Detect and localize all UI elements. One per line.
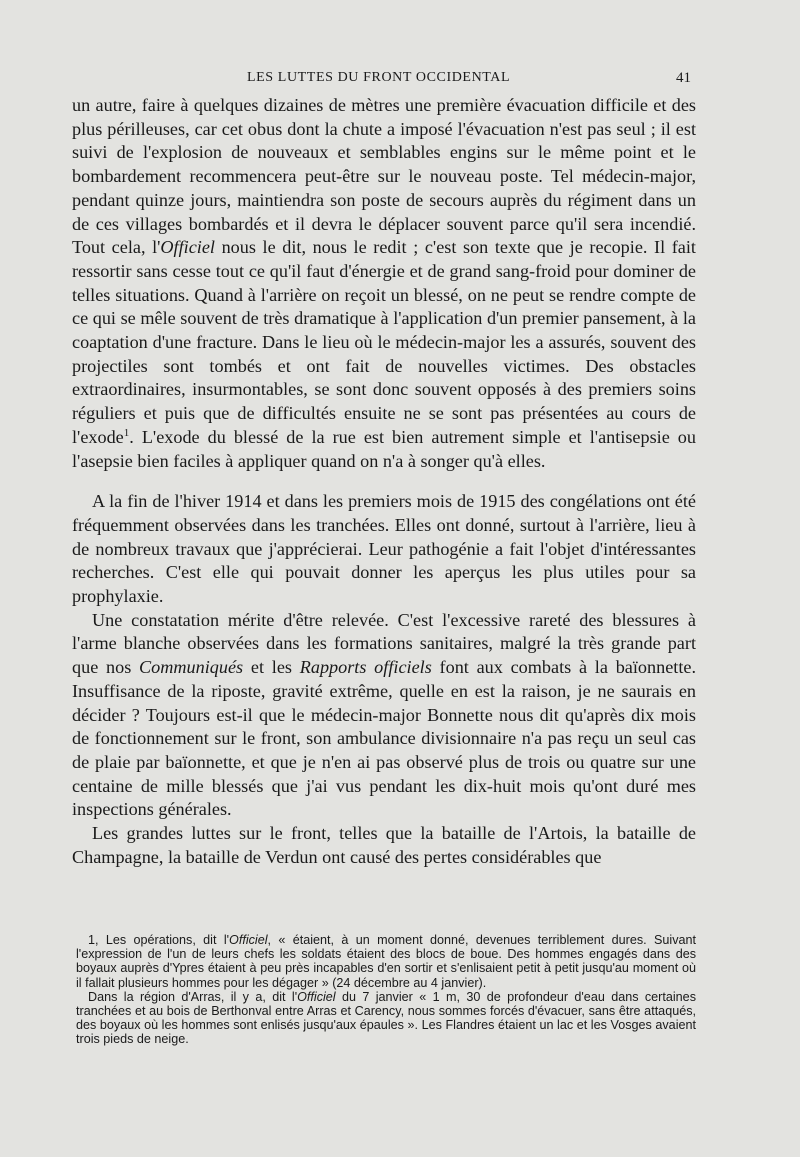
footnote-1-continued: Dans la région d'Arras, il y a, dit l'Officiel du 7 janvier « 1 m, 30 de profondeur d'eau dans certaines tranchées et au bois de Berthonval entre Arras et Carency, nous sommes forcés d'évacuer, sans être attaqués, des boyaux où les hommes sont enlisés jusqu'aux épaules ». Les Flandres étaient un lac et les Vosges avaient trois pieds de neige. [76, 989, 696, 1047]
running-title: LES LUTTES DU FRONT OCCIDENTAL [247, 70, 511, 85]
paragraph-3: Une constatation mérite d'être relevée. C'est l'excessive rareté des blessures à l'arme blanche observées dans les formations sanitaires, malgré la très grande part que nos Communiqués et les Rapports officiels font aux combats à la baïonnette. Insuffisance de la riposte, gravité extrême, quelle en est la raison, je ne saurais en décider ? Toujours est-il que le médecin-major Bonnette nous dit qu'après dix mois de fonctionnement sur le front, son ambulance divisionnaire n'a pas reçu un seul cas de plaie par baïonnette, et que je n'en ai pas observé plus de trois ou quatre sur une centaine de mille blessés que j'ai vus pendant les dix-huit mois qu'ont duré mes inspections générales. [72, 609, 696, 820]
body-text [72, 94, 696, 870]
italic-officiel: Officiel [229, 933, 268, 947]
page-header [0, 70, 800, 92]
page-number: 41 [676, 70, 691, 86]
paragraph-4: Les grandes luttes sur le front, telles que la bataille de l'Artois, la bataille de Champagne, la bataille de Verdun ont causé des pertes considérables que [72, 823, 696, 867]
italic-officiel: Officiel [160, 237, 215, 258]
paragraph-1: un autre, faire à quelques dizaines de mètres une première évacuation difficile et des plus périlleuses, car cet obus dont la chute a imposé l'évacuation n'est pas seul ; il est suivi de l'explosion de nouveaux et semblables engins sur le même point et le bombardement recommencera peut-être sur le nouveau poste. Tel médecin-major, pendant quinze jours, maintiendra son poste de secours auprès du régiment dans un de ces villages bombardés et il devra le déplacer souvent parce qu'il sera incendié. Tout cela, l'Officiel nous le dit, nous le redit ; c'est son texte que je recopie. Il fait ressortir sans cesse tout ce qu'il faut d'énergie et de grand sang-froid pour dominer de telles situations. Quand à l'arrière on reçoit un blessé, on ne peut se rendre compte de ce qui se mêle souvent de très dramatique à l'application d'un premier pansement, à la coaptation d'une fracture. Dans le lieu où le médecin-major les a assurés, souvent des projectiles sont tombés et ont fait de nouvelles victimes. Des obstacles extraordinaires, insurmontables, se sont donc souvent opposés à des premiers soins réguliers et puis que de difficultés ensuite ne se sont pas présentées au cours de l'exode$^1$. L'exode du blessé de la rue est bien autrement simple et l'antisepsie ou l'asepsie bien faciles à appliquer quand on n'a à songer qu'à elles. [72, 95, 696, 471]
italic-rapports-officiels: Rapports officiels [299, 657, 432, 678]
italic-communiques: Communiqués [139, 657, 244, 678]
italic-officiel: Officiel [297, 989, 336, 1004]
footnote-1: 1, Les opérations, dit l'Officiel, « étaient, à un moment donné, devenues terriblement dures. Suivant l'expression de l'un de leurs chefs les soldats étaient des blocs de boue. Des hommes engagés dans des boyaux auprès d'Ypres étaient à peu près incapables d'en sortir et s'enlisaient petit à petit jusqu'au moment où il fallait plusieurs hommes pour les dégager » (24 décembre au 4 janvier). [76, 933, 696, 990]
footnote-marker: 1 [123, 426, 130, 439]
footnotes [76, 933, 696, 1047]
paragraph-2: A la fin de l'hiver 1914 et dans les premiers mois de 1915 des congélations ont été fréquemment observées dans les tranchées. Elles ont donné, surtout à l'arrière, lieu à de nombreux travaux que j'apprécierai. Leur pathogénie a fait l'objet d'intéressantes recherches. C'est elle qui pouvait donner les aperçus les plus utiles pour sa prophylaxie. [72, 491, 696, 607]
